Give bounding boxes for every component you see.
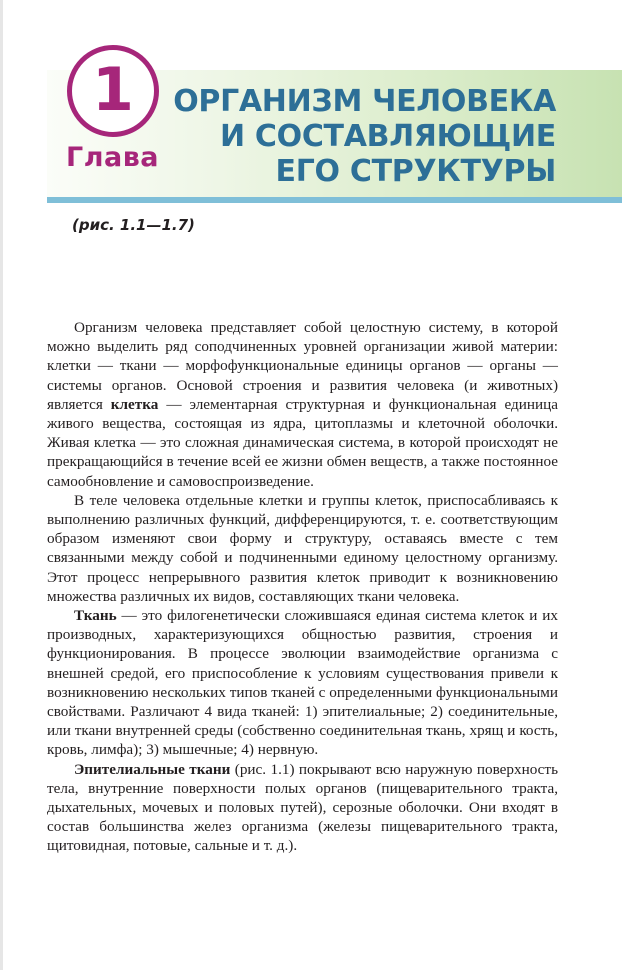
text-run: — это филогенетически сложившаяся единая система клеток и их производных, характеризующихся общностью развития, строения и функционирования. В процессе эволюции взаимодействие организма с внешней средой, его приспособление к условиям существования привели к возникновению нескольких типов тканей с определенными функциональными свойствами. Различают 4 вида тканей: 1) эпителиальные; 2) соединительные, или ткани внутренней среды (собственно соединительная ткань, хрящ и кость, кровь, лимфа); 3) мышечные; 4) нервную. bbox=[47, 607, 558, 759]
chapter-title-line: И СОСТАВЛЯЮЩИЕ bbox=[219, 119, 556, 154]
text-run: В теле человека отдельные клетки и группы клеток, приспосабливаясь к выполнению различных функций, дифференцируются, т. е. соответствующим образом изменяют свои форму и структуру, оставаясь вместе с тем связанными между собой и подчиненными единому целостному организму. Этот процесс непрерывного развития клеток приводит к возникновению множества различных их видов, составляющих ткани человека. bbox=[47, 491, 558, 605]
banner-divider bbox=[47, 197, 622, 203]
paragraph bbox=[47, 318, 558, 491]
body-text bbox=[47, 318, 558, 856]
paragraph bbox=[47, 760, 558, 856]
paragraph bbox=[47, 606, 558, 760]
term-cell: клетка bbox=[110, 395, 159, 413]
paragraph bbox=[47, 491, 558, 606]
text-run: Организм человека представляет собой целостную систему, в которой можно выделить ряд соподчиненных уровней организации живой материи: клетки — ткани — морфофункциональные единицы органов — органы — системы органов. Основой строения и развития человека (и животных) является bbox=[47, 319, 558, 413]
chapter-number: 1 bbox=[92, 55, 134, 125]
chapter-number-badge bbox=[67, 45, 159, 137]
figure-reference: (рис. 1.1—1.7) bbox=[72, 216, 195, 234]
chapter-label: Глава bbox=[66, 142, 160, 173]
text-run: — элементарная структурная и функциональная единица живого вещества, состоящая из ядра, цитоплазмы и клеточной оболочки. Живая клетка — это сложная динамическая система, в которой происходят не прекращающийся в течение всей ее жизни обмен веществ, а также постоянное самообновление и самовоспроизведение. bbox=[47, 395, 559, 490]
text-run: (рис. 1.1) покрывают всю наружную поверхность тела, внутренние поверхности полых органов (пищеварительного тракта, дыхательных, мочевых и половых путей), серозные оболочки. Они входят в состав большинства желез организма (железы пищеварительного тракта, щитовидная, потовые, сальные и т. д.). bbox=[47, 760, 558, 855]
term-epithelial-tissue: Эпителиальные ткани bbox=[74, 760, 231, 778]
chapter-title bbox=[156, 84, 556, 189]
term-tissue: Ткань bbox=[74, 607, 117, 625]
chapter-title-line: ЕГО СТРУКТУРЫ bbox=[275, 154, 556, 189]
page-edge bbox=[0, 0, 3, 970]
chapter-title-line: ОРГАНИЗМ ЧЕЛОВЕКА bbox=[173, 84, 556, 119]
